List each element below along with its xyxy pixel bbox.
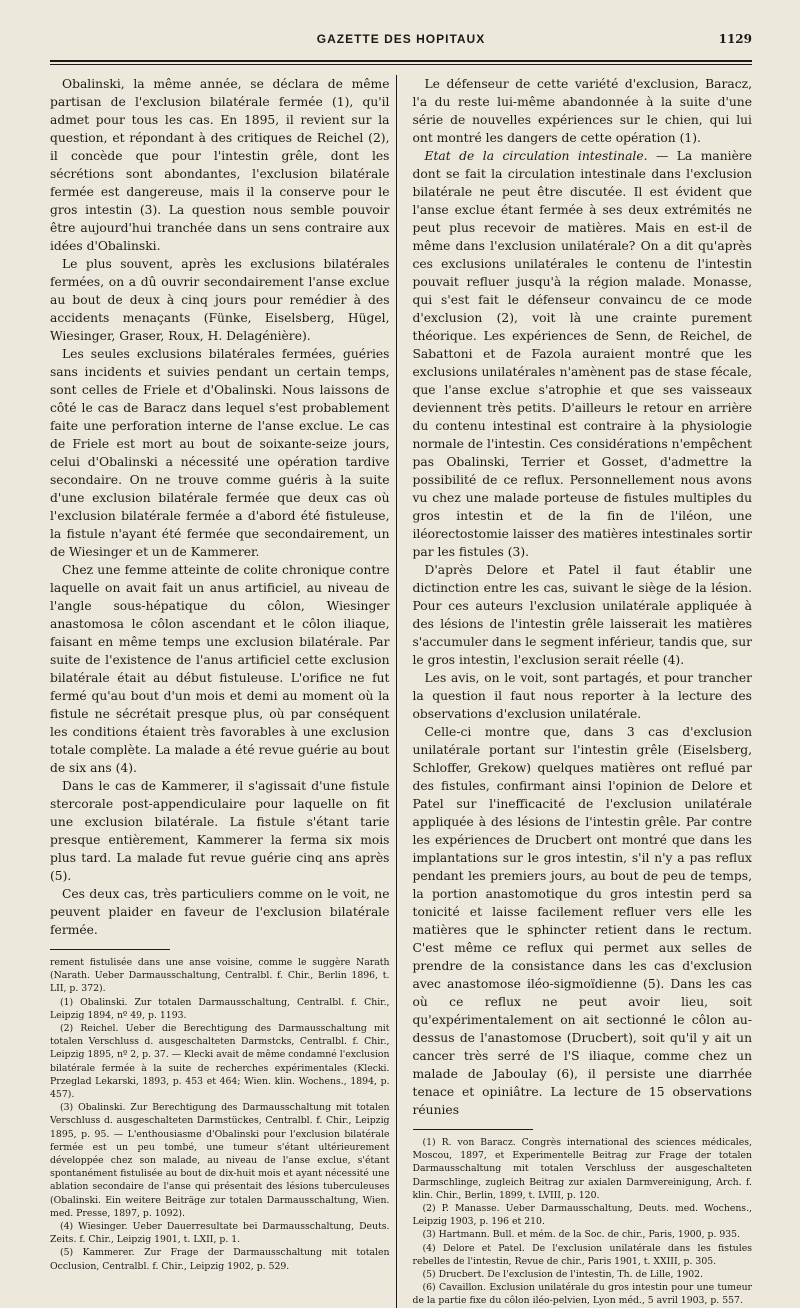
footnote: (1) Obalinski. Zur totalen Darmausschaltung, Centralbl. f. Chir., Leipzig 1894, nº 49, p. 1193. [50, 996, 390, 1021]
footnote-rule [50, 949, 170, 950]
right-paragraph: Les avis, on le voit, sont partagés, et pour trancher la question il faut nous reporter à la lecture des observations d'exclusion unilatérale. [412, 671, 752, 721]
text-columns [50, 75, 752, 1308]
footnote: (6) Cavaillon. Exclusion unilatérale du gros intestin pour une tumeur de la partie fixe du côlon iléo-pelvien, Lyon méd., 5 avril 1903, p. 557. [412, 1282, 752, 1307]
left-paragraph: Le plus souvent, après les exclusions bilatérales fermées, on a dû ouvrir secondairement l'anse exclue au bout de deux à cinq jours pour remédier à des accidents menaçants (Fünke, Eiselsberg, Hügel, Wiesinger, Graser, Roux, H. Delagénière). [50, 257, 390, 343]
footnote: (5) Drucbert. De l'exclusion de l'intestin, Th. de Lille, 1902. [422, 1269, 704, 1281]
left-column [50, 75, 397, 1308]
footnote: (4) Delore et Patel. De l'exclusion unilatérale dans les fistules rebelles de l'intestin, Revue de chir., Paris 1901, t. XXIII, p. 305. [412, 1242, 752, 1267]
footnote: (1) R. von Baracz. Congrès international des sciences médicales, Moscou, 1897, et Experimentelle Beitrag zur Frage der totalen Darmausschaltung mit totalen Verschluss der ausgeschalteten Darmschlinge, zugleich Beitrag zur axialen Darmvereinigung, Arch. f. klin. Chir., Berlin, 1899, t. LVIII, p. 120. [412, 1137, 752, 1201]
header-rule [50, 60, 752, 65]
right-paragraph-text: La manière dont se fait la circulation intestinale dans l'exclusion bilatérale ne peut être discutée. Il est évident que l'anse exclue étant fermée à ses deux extrémités ne peut plus recevoir de matières. Mais en est-il de même dans l'exclusion unilatérale? On a dit qu'après ces exclusions unilatérales le contenu de l'intestin pouvait refluer jusqu'à la région malade. Monasse, qui s'est fait le défenseur convaincu de ce mode d'exclusion (2), voit là une crainte purement théorique. Les expériences de Senn, de Reichel, de Sabattoni et de Fazola auraient montré que les exclusions unilatérales n'amènent pas de stase fécale, que l'anse exclue s'atrophie et que ses vaisseaux deviennent très petits. D'ailleurs le retour en arrière du contenu intestinal est contraire à la physiologie normale de l'intestin. Ces considérations n'empêchent pas Obalinski, Terrier et Gosset, d'admettre la possibilité de ce reflux. Personnellement nous avons vu chez une malade porteuse de fistules multiples du gros intestin et de la fin de l'iléon, une iléorectostomie laisser des matières intestinales sortir par les fistules (3). [412, 149, 752, 559]
left-paragraph: Dans le cas de Kammerer, il s'agissait d'une fistule stercorale post-appendiculaire pour laquelle on fit une exclusion bilatérale. La fistule s'étant tarie presque entièrement, Kammerer la ferma six mois plus tard. La malade fut revue guérie cinq ans après (5). [50, 779, 390, 883]
left-paragraph: Obalinski, la même année, se déclara de même partisan de l'exclusion bilatérale fermée (1), qu'il admet pour tous les cas. En 1895, il revient sur la question, et répondant à des critiques de Reichel (2), il concède que pour l'intestin grêle, dont les sécrétions sont abondantes, l'exclusion bilatérale fermée est dangereuse, mais il la conserve pour le gros intestin (3). La question nous semble pouvoir être aujourd'hui tranchée dans un sens contraire aux idées d'Obalinski. [50, 77, 390, 253]
footnote: (3) Obalinski. Zur Berechtigung des Darmausschaltung mit totalen Verschluss d. ausgeschalteten Darmstückes, Centralbl. f. Chir., Leipzig 1895, p. 95. — L'enthousiasme d'Obalinski pour l'exclusion bilatérale fermée est un peu tombé, une tumeur s'étant ultérieurement développée chez son malade, au niveau de l'anse exclue, s'étant spontanément fistulisée au bout de dix-huit mois et ayant nécessité une ablation secondaire de l'anse qui présentait des lésions tuberculeuses (Obalinski. Ein weitere Beiträge zur totalen Darmausschaltung, Wien. med. Presse, 1897, p. 1092). [50, 1102, 390, 1219]
section-subheading: Etat de la circulation intestinale. — [424, 149, 669, 163]
footnote: rement fistulisée dans une anse voisine, comme le suggère Narath (Narath. Ueber Darmausschaltung, Centralbl. f. Chir., Berlin 1896, t. LII, p. 372). [50, 957, 390, 995]
right-paragraph: Celle-ci montre que, dans 3 cas d'exclusion unilatérale portant sur l'intestin grêle (Eiselsberg, Schloffer, Grekow) quelques matières ont reflué par des fistules, confirmant ainsi l'opinion de Delore et Patel sur l'inefficacité de l'exclusion unilatérale appliquée à des lésions de l'intestin grêle. Par contre les expériences de Drucbert ont montré que dans les implantations sur le gros intestin, s'il n'y a pas reflux pendant les premiers jours, au bout de peu de temps, la portion anastomotique du gros intestin perd sa tonicité et laisse facilement refluer vers elle les matières que le sphincter retient dans le rectum. C'est même ce reflux qui permet aux selles de prendre de la consistance dans les cas d'exclusion avec anastomose iléo-sigmoïdienne (5). Dans les cas où ce reflux ne peut avoir lieu, soit qu'expérimentalement on ait sectionné le côlon au-dessus de l'anastomose (Drucbert), soit qu'il y ait un cancer très serré de l'S iliaque, comme chez un malade de Jaboulay (6), il persiste une diarrhée tenace et opiniâtre. La lecture de 15 observations réunies [412, 725, 752, 1117]
right-paragraph: D'après Delore et Patel il faut établir une dictinction entre les cas, suivant le siège de la lésion. Pour ces auteurs l'exclusion unilatérale appliquée à des lésions de l'intestin grêle laisserait les matières s'accumuler dans le segment inférieur, tandis que, sur le gros intestin, l'exclusion serait réelle (4). [412, 563, 752, 667]
running-title: GAZETTE DES HOPITAUX [316, 32, 486, 46]
page-header [50, 28, 752, 50]
right-paragraph-with-heading [413, 147, 753, 561]
left-paragraph: Ces deux cas, très particuliers comme on le voit, ne peuvent plaider en faveur de l'exclusion bilatérale fermée. [50, 887, 390, 937]
right-paragraph: Le défenseur de cette variété d'exclusion, Baracz, l'a du reste lui-même abandonnée à la suite d'une série de nouvelles expériences sur le chien, qui lui ont montré les dangers de cette opération (1). [412, 77, 752, 145]
page-number: 1129 [718, 32, 752, 46]
footnote: (2) P. Manasse. Ueber Darmausschaltung, Deuts. med. Wochens., Leipzig 1903, p. 196 et 210. [412, 1203, 752, 1228]
footnote-rule [413, 1129, 533, 1130]
footnote: (5) Kammerer. Zur Frage der Darmausschaltung mit totalen Occlusion, Centralbl. f. Chir., Leipzig 1902, p. 529. [50, 1247, 390, 1272]
footnote: (3) Hartmann. Bull. et mém. de la Soc. de chir., Paris, 1900, p. 935. [422, 1229, 741, 1241]
right-column [413, 75, 753, 1308]
footnote: (2) Reichel. Ueber die Berechtigung des Darmausschaltung mit totalen Verschluss d. ausgeschalteten Darmstcks, Centralbl. f. Chir., Leipzig 1895, nº 2, p. 37. — Klecki avait de même condamné l'exclusion bilatérale fermée à la suite de recherches expérimentales (Klecki. Przeglad Lekarski, 1893, p. 453 et 464; Wien. klin. Wochens., 1894, p. 457). [50, 1023, 390, 1101]
left-paragraph: Les seules exclusions bilatérales fermées, guéries sans incidents et suivies pendant un certain temps, sont celles de Friele et d'Obalinski. Nous laissons de côté le cas de Baracz dans lequel s'est probablement faite une perforation interne de l'anse exclue. Le cas de Friele est mort au bout de soixante-seize jours, celui d'Obalinski a nécessité une opération tardive secondaire. On ne trouve comme guéris à la suite d'une exclusion bilatérale fermée que deux cas où l'exclusion bilatérale fermée a d'abord été fistuleuse, la fistule n'ayant été fermée que secondairement, un de Wiesinger et un de Kammerer. [50, 347, 390, 559]
left-paragraph: Chez une femme atteinte de colite chronique contre laquelle on avait fait un anus artificiel, au niveau de l'angle sous-hépatique du côlon, Wiesinger anastomosa le côlon ascendant et le côlon iliaque, faisant en même temps une exclusion bilatérale. Par suite de l'existence de l'anus artificiel cette exclusion bilatérale était au début fistuleuse. L'orifice ne fut fermé qu'au bout d'un mois et demi au moment où la fistule ne sécrétait presque plus, où par conséquent les conditions étaient très favorables à une exclusion totale complète. La malade a été revue guérie au bout de six ans (4). [50, 563, 390, 775]
footnote: (4) Wiesinger. Ueber Dauerresultate bei Darmausschaltung, Deuts. Zeits. f. Chir., Leipzig 1901, t. LXII, p. 1. [50, 1221, 390, 1246]
